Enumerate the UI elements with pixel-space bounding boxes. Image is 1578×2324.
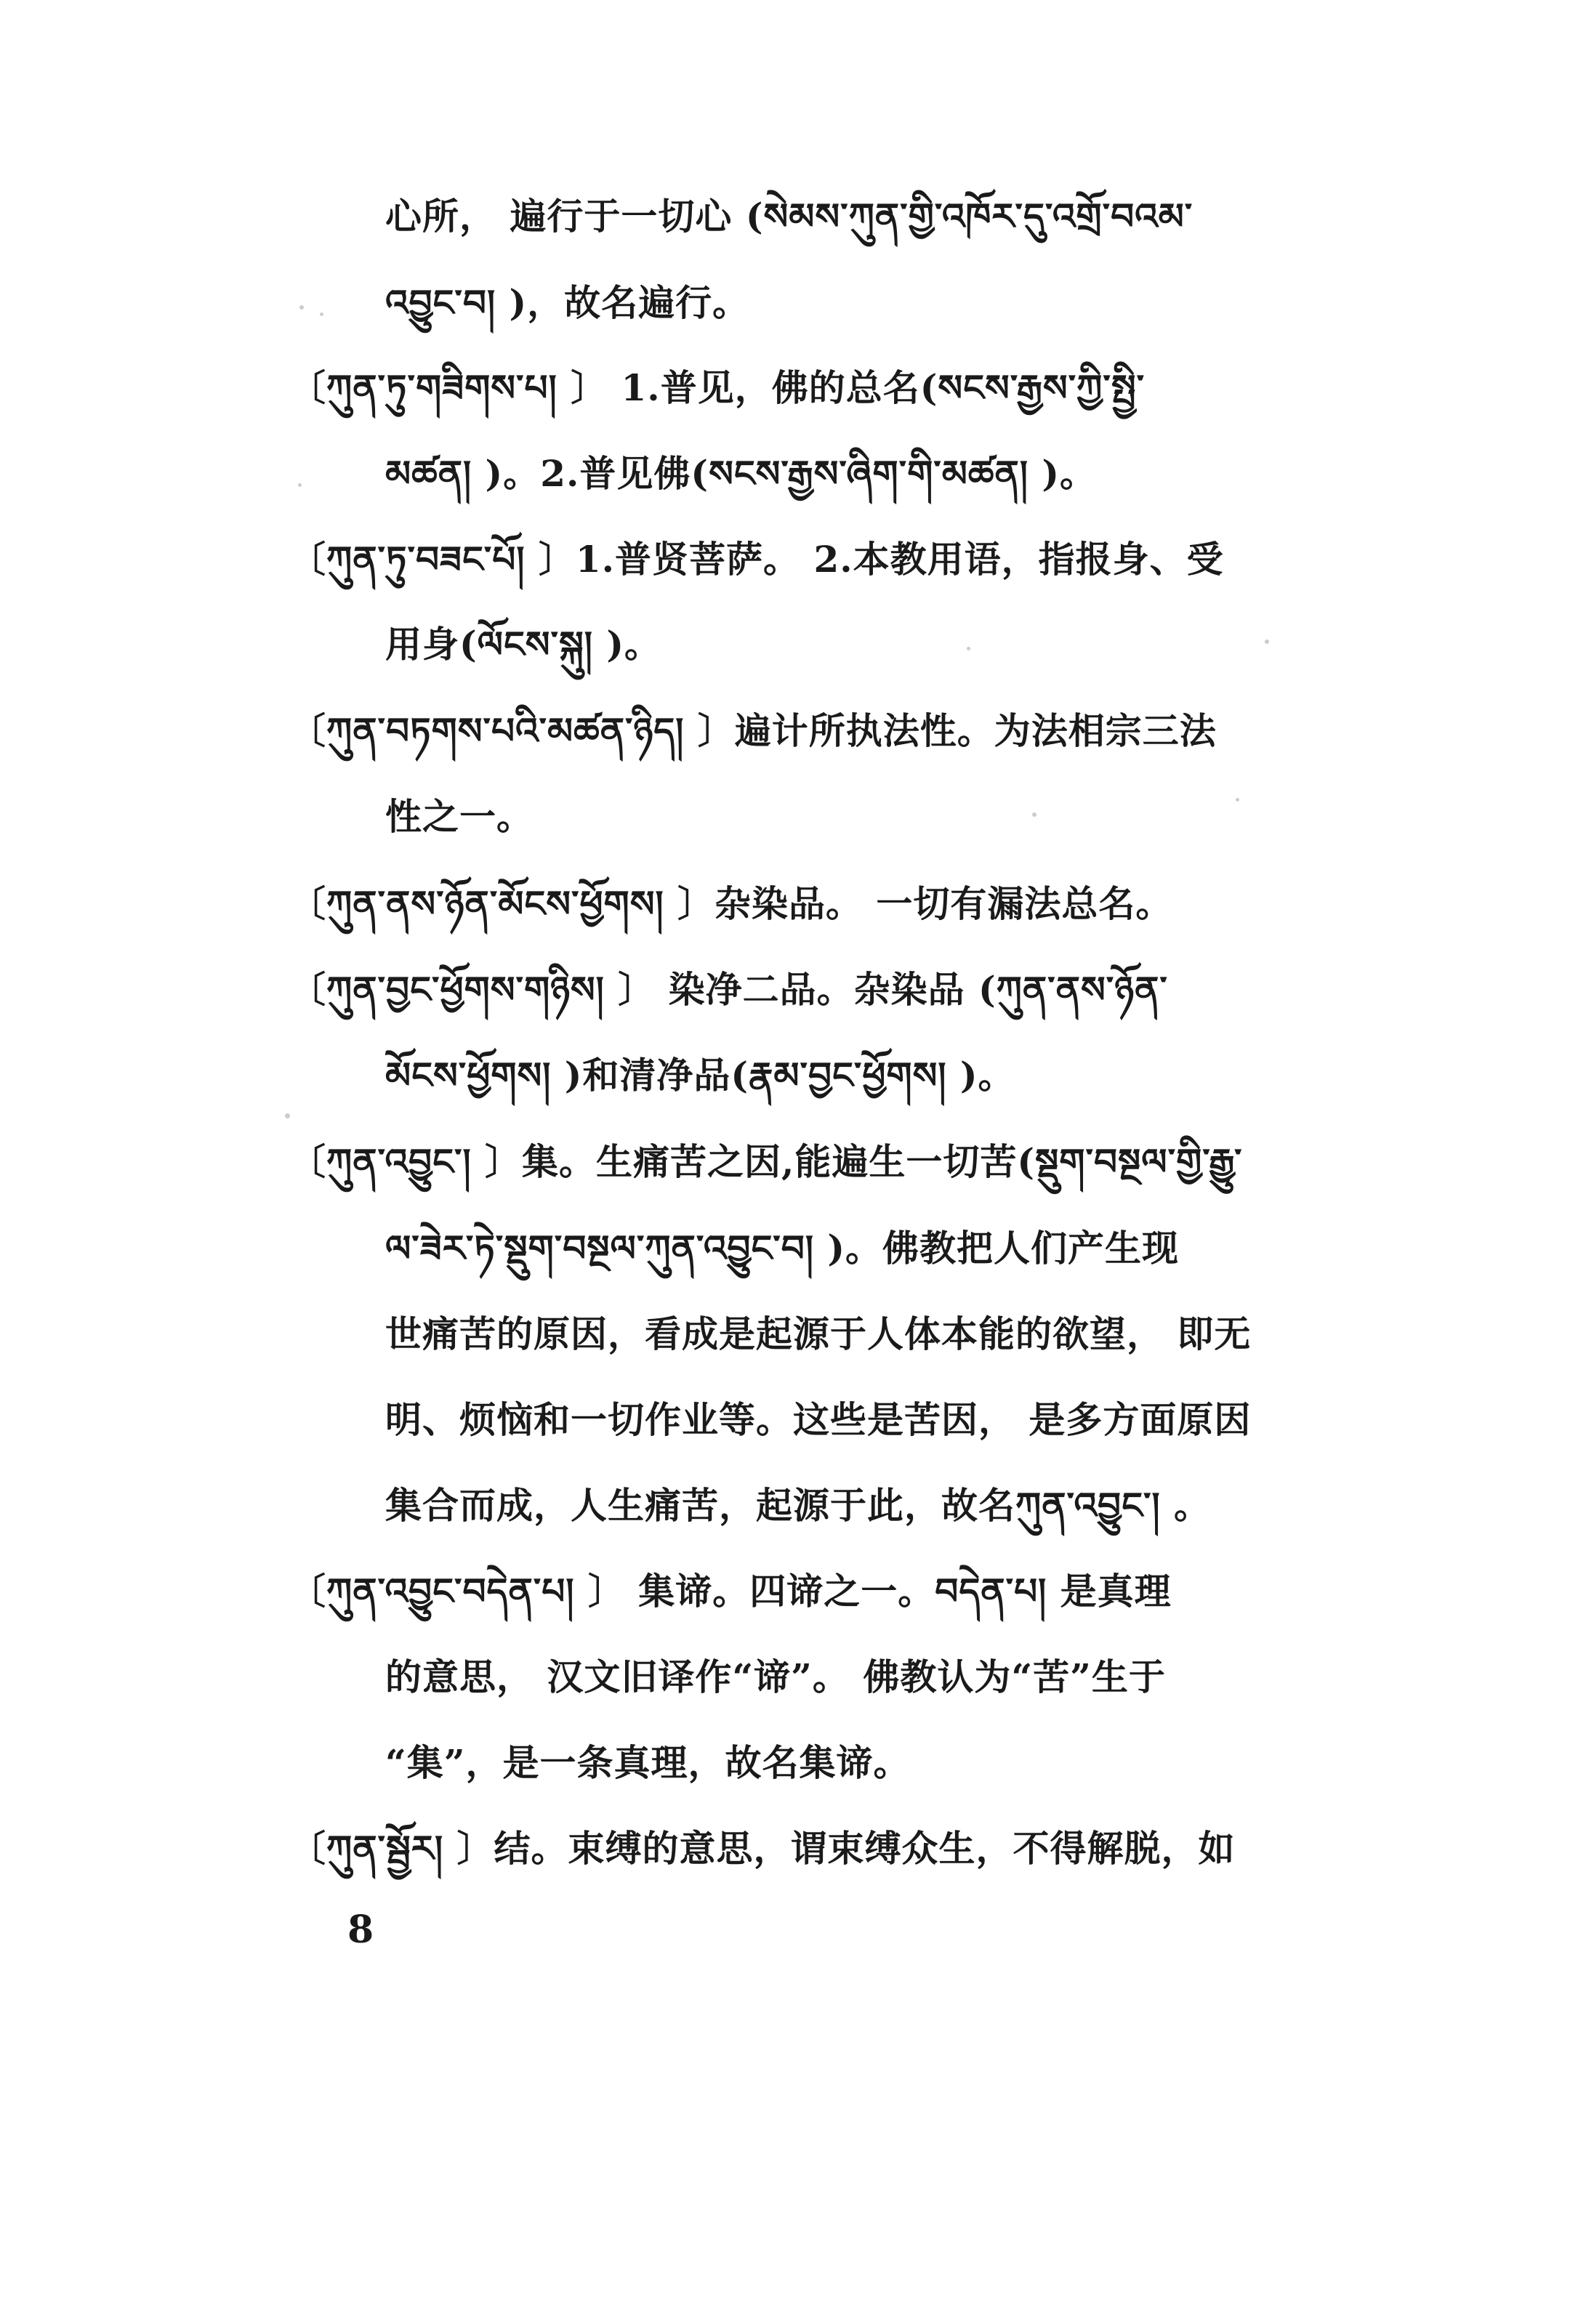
text-line: 集合而成，人生痛苦，起源于此，故名ཀུན་འབྱུང་། 。 bbox=[385, 1484, 1211, 1527]
text-line: 明、烦恼和一切作业等。这些是苦因， 是多方面原因 bbox=[385, 1398, 1252, 1441]
text-line: 用身(ལོངས་སྐུ། )。 bbox=[385, 623, 661, 666]
text-line: 心所， 遍行于一切心 (སེམས་ཀུན་གྱི་འཁོར་དུ་འགྲོ་བའམ་ bbox=[385, 195, 1193, 238]
entry-line: 〔ཀུན་འབྱུང་བདེན་པ། 〕 集谛。四谛之一。བདེན་པ། 是真理 bbox=[289, 1570, 1172, 1613]
text-line: འབྱུང་བ། )，故名遍行。 bbox=[385, 281, 750, 324]
page-number: 8 bbox=[347, 1908, 374, 1952]
entry-line: 〔ཀུན་བཏགས་པའི་མཚན་ཉིད། 〕遍计所执法性。为法相宗三法 bbox=[289, 709, 1217, 752]
entry-line: 〔ཀུན་ཏུ་བཟང་པོ། 〕1.普贤菩萨。 2.本教用语，指报身、受 bbox=[289, 538, 1224, 581]
text-line: མོངས་ཕྱོགས། )和清净品(རྣམ་བྱང་ཕྱོགས། )。 bbox=[385, 1054, 1015, 1097]
entry-line: 〔ཀུན་ཏུ་གཟིགས་པ། 〕 1.普见，佛的总名(སངས་རྒྱས་ཀྱི་སྤྱི་ bbox=[289, 366, 1146, 409]
print-speck bbox=[1265, 639, 1269, 644]
print-speck bbox=[1032, 812, 1036, 817]
print-speck bbox=[299, 305, 304, 310]
entry-line: 〔ཀུན་འབྱུང་། 〕集。生痛苦之因,能遍生一切苦(སྡུག་བསྔལ་གྱི་རྒྱུ་ bbox=[289, 1140, 1243, 1183]
text-line: ལ་ཟེར་ཏེ་སྡུག་བསྔལ་ཀུན་འབྱུང་བ། )。佛教把人们产生现 bbox=[385, 1227, 1180, 1270]
print-speck bbox=[1236, 798, 1239, 802]
print-speck bbox=[320, 312, 323, 316]
print-speck bbox=[285, 1113, 290, 1118]
text-line: 世痛苦的原因，看成是起源于人体本能的欲望， 即无 bbox=[385, 1312, 1252, 1355]
entry-line: 〔ཀུན་སྦྱོར། 〕结。束缚的意思，谓束缚众生，不得解脱，如 bbox=[289, 1827, 1236, 1870]
text-line: “集”，是一条真理，故名集谛。 bbox=[385, 1741, 911, 1784]
text-line: 性之一。 bbox=[385, 795, 534, 838]
entry-line: 〔ཀུན་བྱང་ཕྱོགས་གཉིས། 〕 染净二品。杂染品 (ཀུན་ནས་ཉོན་ bbox=[289, 968, 1168, 1011]
print-speck bbox=[967, 647, 970, 650]
text-line: མཚན། )。2.普见佛(སངས་རྒྱས་ཞིག་གི་མཚན། )。 bbox=[385, 452, 1097, 495]
entry-line: 〔ཀུན་ནས་ཉོན་མོངས་ཕྱོགས། 〕杂染品。 一切有漏法总名。 bbox=[289, 882, 1173, 925]
print-speck bbox=[298, 483, 302, 487]
text-line: 的意思， 汉文旧译作“谛”。 佛教认为“苦”生于 bbox=[385, 1655, 1166, 1698]
